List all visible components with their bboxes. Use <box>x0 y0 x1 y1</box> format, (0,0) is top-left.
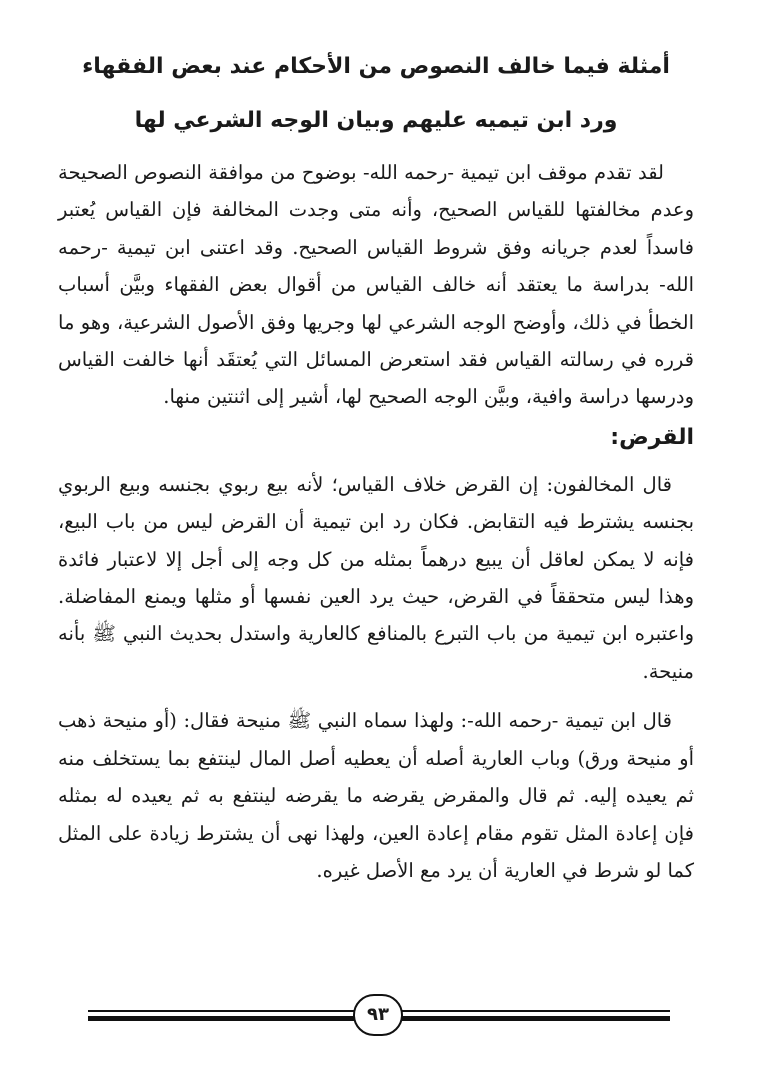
section-heading: القرض: <box>610 424 694 450</box>
title-line-2: ورد ابن تيميه عليهم وبيان الوجه الشرعي لها <box>134 108 618 133</box>
page-footer <box>88 992 670 1048</box>
page-number: ٩٣ <box>353 994 403 1036</box>
title-line-1: أمثلة فيما خالف النصوص من الأحكام عند بعض الفقهاء <box>82 54 670 79</box>
page-content <box>58 40 694 889</box>
intro-paragraph: لقد تقدم موقف ابن تيمية -رحمه الله- بوضوح من موافقة النصوص الصحيحة وعدم مخالفتها للقياس الصحيح، وأنه متى وجدت المخالفة فإن القياس يُعتبر فاسداً لعدم جريانه وفق شروط القياس الصحيح. وقد اعتنى ابن تيمية -رحمه الله- بدراسة ما يعتقد أنه خالف القياس من أقوال بعض الفقهاء وبيَّن أسباب الخطأ في ذلك، وأوضح الوجه الشرعي لها وجريها وفق الأصول الشرعية، وهو ما قرره في رسالته القياس فقد استعرض المسائل التي يُعتقَد أنها خالفت القياس ودرسها دراسة وافية، وبيَّن الوجه الصحيح لها، أشير إلى اثنتين منها. <box>58 161 694 409</box>
page-title <box>58 40 694 148</box>
section-paragraph-2: قال ابن تيمية -رحمه الله-: ولهذا سماه النبي ﷺ منيحة فقال: (أو منيحة ذهب أو منيحة ورق) وباب العارية أصله أن يعطيه أصل المال لينتفع بما يستخلف منه ثم يعيده إليه. ثم قال والمقرض يقرضه ما يقرضه لينتفع به ثم يعيده له بمثله فإن إعادة المثل تقوم مقام إعادة العين، ولهذا نهى أن يشترط زيادة على المثل كما لو شرط في العارية أن يرد مع الأصل غيره. <box>58 709 694 882</box>
section-paragraph-1: قال المخالفون: إن القرض خلاف القياس؛ لأنه بيع ربوي بجنسه وبيع الربوي بجنسه يشترط فيه التقابض. فكان رد ابن تيمية أن القرض ليس من باب البيع، فإنه لا يمكن لعاقل أن يبيع درهماً بمثله من كل وجه إلى أجل إلا لاعتبار فائدة وهذا ليس متحققاً في القرض، حيث يرد العين نفسها أو مثلها ويمنع المفاضلة. واعتبره ابن تيمية من باب التبرع بالمنافع كالعارية واستدل بحديث النبي ﷺ بأنه منيحة. <box>58 472 694 683</box>
